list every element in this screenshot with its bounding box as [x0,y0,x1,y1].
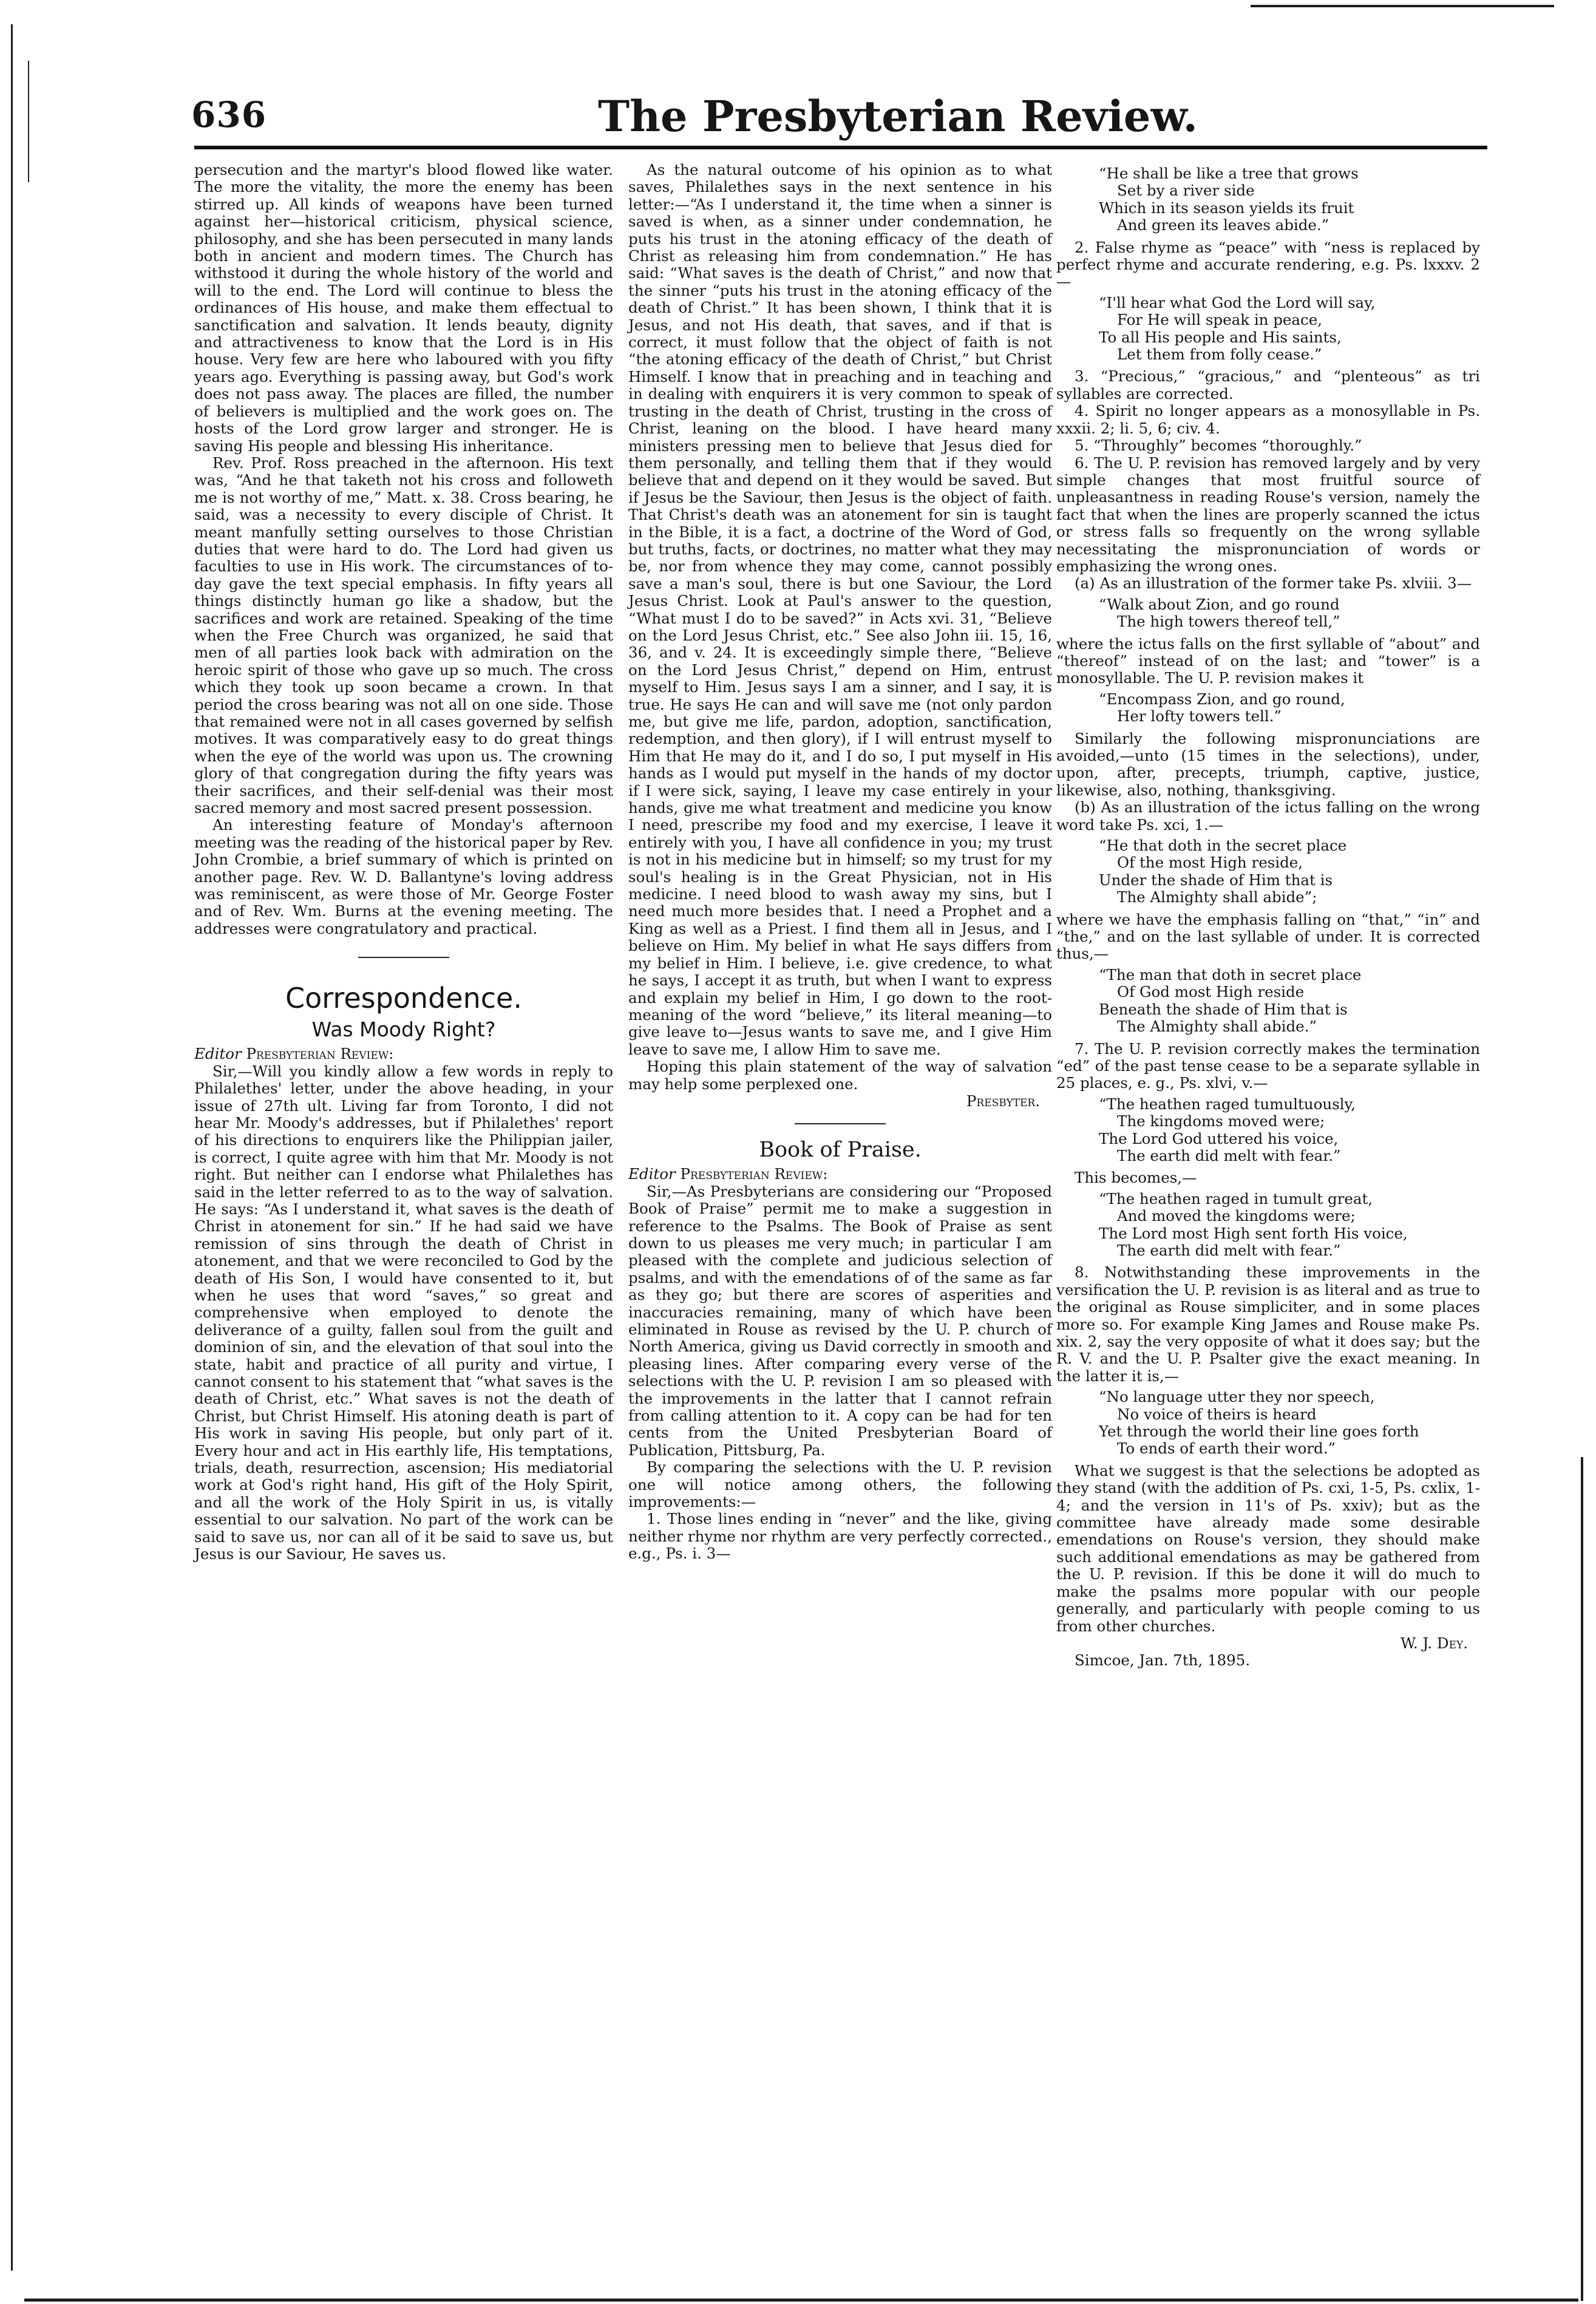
verse-line: Of the most High reside, [1117,854,1303,872]
psalm-verse [1056,1388,1480,1458]
psalm-verse [1056,1191,1480,1260]
verse-line: The Almighty shall abide”; [1117,888,1317,906]
verse-line: Beneath the shade of Him that is [1099,1000,1348,1018]
correspondence-heading: Correspondence. [285,982,522,1015]
psalm-verse [1056,691,1480,726]
verse-line: For He will speak in peace, [1117,311,1323,329]
paragraph: Similarly the following mispronunciations are avoided,—unto (15 times in the selections), under, upon, after, precepts, triumph, captive, justice, likewise, also, nothing, thanksgiving. [1056,729,1480,799]
verse-line: The kingdoms moved were; [1117,1112,1325,1130]
right-edge-line [1581,1457,1583,2301]
verse-line: Of God most High reside [1117,983,1305,1001]
bottom-edge-line [24,2299,1578,2302]
verse-line: “The heathen raged in tumult great, [1099,1189,1373,1208]
verse-line: Let them from folly cease.” [1117,345,1322,364]
verse-line: To ends of earth their word.” [1117,1439,1336,1458]
paragraph: Sir,—Will you kindly allow a few words in reply to Philalethes' letter, under the above heading, in your issue of 27th ult. Living far from Toronto, I did not hear Mr. Moody's addresses, but if Philalethes' report of his directions to enquirers like the Philippian jailer, is correct, I quite agree with him that Mr. Moody is not right. But neither can I endorse what Philalethes has said in the letter referred to as to the way of salvation. He says: “As I understand it, what saves is the death of Christ in atonement for sin.” If he had said we have remission of sins through the death of Christ in atonement, and that we were reconciled to God by the death of His Son, I would have consented to it, but when he uses that word “saves,” so great and comprehensive when employed to denote the deliverance of a guilty, fallen soul from the guilt and dominion of sin, and the elevation of that soul into the state, habit and practice of all purity and virtue, I cannot consent to his statement that “what saves is the death of Christ, etc.” What saves is not the death of Christ, but Christ Himself. His atoning death is part of His work in saving His people, but only part of it. Every hour and act in His earthly life, His temptations, trials, death, resurrection, ascension; His mediatorial work at God's right hand, His gift of the Holy Spirit, and all the work of the Holy Spirit in us, is vitally essential to our salvation. No part of the work can be said to save us, nor can all of it be said to save us, but Jesus is our Saviour, He saves us. [194,1062,613,1563]
column-1 [194,161,613,1563]
verse-line: The earth did melt with fear.” [1117,1146,1341,1164]
psalm-verse [1056,165,1480,234]
paragraph: Sir,—As Presbyterians are considering our “Proposed Book of Praise” permit me to make a suggestion in reference to the Psalms. The Book of Praise as sent down to us pleases me very much; in particular I am pleased with the complete and judicious selection of psalms, and with the emendations of of the same as far as they go; but there are scores of asperities and inaccuracies remaining, many of which have been eliminated in Rouse as revised by the U. P. church of North America, giving us David correctly in smooth and pleasing lines. After comparing every verse of the selections with the U. P. revision I am so pleased with the improvements in the latter that I cannot refrain from calling attention to it. A copy can be had for ten cents from the United Presbyterian Board of Publication, Pittsburg, Pa. [628,1182,1052,1459]
editor-name: Presbyterian Review: [246,1045,394,1063]
verse-line: Her lofty towers tell.” [1117,707,1282,726]
verse-line: And green its leaves abide.” [1117,216,1329,234]
column-2 [628,161,1052,1563]
paragraph: What we suggest is that the selections be adopted as they stand (with the addition of Ps. cxi, 1-5, Ps. cxlix, 1-4; and the version in 11's of Ps. xxiv); but as the committee have already made some desirable emendations on Rouse's version, they should make such additional emendations as may be gathered from the U. P. revision. If this be done it will do much to make the psalms more popular with our people generally, and particularly with people coming to us from other churches. [1056,1461,1480,1635]
verse-line: “Encompass Zion, and go round, [1099,690,1345,708]
verse-line: Which in its season yields its fruit [1099,199,1354,217]
verse-line: Yet through the world their line goes forth [1099,1422,1419,1441]
verse-line: Set by a river side [1117,182,1255,200]
section-rule [795,1123,886,1124]
verse-line: The earth did melt with fear.” [1117,1241,1341,1259]
paragraph: 3. “Precious,” “gracious,” and “plenteous” as tri syllables are corrected. [1056,367,1480,403]
paragraph: An interesting feature of Monday's afternoon meeting was the reading of the historical paper by Rev. John Crombie, a brief summary of which is printed on another page. Rev. W. D. Ballantyne's loving address was reminiscent, as were those of Mr. George Foster and of Rev. Wm. Burns at the evening meeting. The addresses were congratulatory and practical. [194,816,613,937]
section-rule [358,957,449,958]
paragraph: As the natural outcome of his opinion as to what saves, Philalethes says in the next sentence in his letter:—“As I understand it, the time when a sinner is saved is when, as a sinner under condemnation, he puts his trust in the atoning efficacy of the death of Christ as releasing him from condemnation.” He has said: “What saves is the death of Christ,” and now that the sinner “puts his trust in the atoning efficacy of the death of Christ.” It has been shown, I think that it is Jesus, and not His death, that saves, and if that is correct, it must follow that the object of faith is not “the atoning efficacy of the death of Christ,” but Christ Himself. I know that in preaching and in teaching and in dealing with enquirers it is very common to speak of trusting in the death of Christ, trusting in the cross of Christ, leaning on the blood. I have heard many ministers pressing men to believe that Jesus died for them personally, and telling them that if they would believe that and depend on it they would be saved. But if Jesus be the Saviour, then Jesus is the object of faith. That Christ's death was an atonement for sin is taught in the Bible, it is a fact, a doctrine of the Word of God, but truths, facts, or doctrines, no matter what they may be, nor from whence they may come, cannot possibly save a man's soul, there is but one Saviour, the Lord Jesus Christ. Look at Paul's answer to the question, “What must I do to be saved?” in Acts xvi. 31, “Believe on the Lord Jesus Christ, etc.” See also John iii. 15, 16, 36, and v. 24. It is exceedingly simple there, “Believe on the Lord Jesus Christ,” depend on Him, entrust myself to Him. Jesus says I am a sinner, and I say, it is true. He says He can and will save me (not only pardon me, but give me life, pardon, adoption, sanctification, redemption, and then glory), if I will entrust myself to Him that He may do it, and I do so, I put myself in His hands as I would put myself in the hands of my doctor if I were sick, saying, I leave my case entirely in your hands, give me what treatment and medicine you know I need, prescribe my food and my exercise, I leave it entirely with you, I have all confidence in you; my trust is not in his medicine but in himself; so my trust for my soul's healing is in the Great Physician, not in His medicine. I need blood to wash away my sins, but I need much more besides that. I need a Prophet and a King as well as a Priest. I find them all in Jesus, and I believe on Him. My belief in what He says differs from my belief in Him. I believe, i.e. give credence, to what he says, I accept it as truth, but when I want to express and explain my belief in Him, I go down to the root-meaning of the word “believe,” its literal meaning—to give leave to—Jesus wants to save me, and I give Him leave to save me, I allow Him to save me. [628,161,1052,1058]
verse-line: And moved the kingdoms were; [1117,1207,1356,1225]
editor-prefix: Editor [194,1045,242,1063]
psalm-verse [1056,837,1480,906]
paragraph: persecution and the martyr's blood flowed like water. The more the vitality, the more the enemy has been stirred up. All kinds of weapons have been turned against her—historical criticism, physical science, philosophy, and she has been persecuted in many lands both in ancient and modern times. The Church has withstood it during the whole history of the world and will to the end. The Lord will continue to bless the ordinances of His house, and make them effectual to sanctification and salvation. It lends beauty, dignity and attractiveness to know that the Lord is in His house. Very few are here who laboured with you fifty years ago. Everything is passing away, but God's work does not pass away. The places are filled, the number of believers is multiplied and the work goes on. The hosts of the Lord grow larger and stronger. He is saving His people and blessing His inheritance. [194,161,613,455]
paragraph: 8. Notwithstanding these improvements in the versification the U. P. revision is as literal and as true to the original as Rouse simpliciter, and in some places more so. For example King James and Rouse make Ps. xix. 2, say the very opposite of what it does say; but the R. V. and the U. P. Psalter give the exact meaning. In the latter it is,— [1056,1263,1480,1385]
editor-name: Presbyterian Review: [680,1165,828,1183]
verse-line: The high towers thereof tell,” [1117,613,1340,631]
verse-line: “I'll hear what God the Lord will say, [1099,293,1376,311]
letter-signature: W. J. Dey. [1400,1634,1468,1652]
editor-salutation [194,1045,613,1062]
verse-line: “He that doth in the secret place [1099,837,1347,855]
left-edge-line-inner [28,61,29,182]
paragraph: (a) As an illustration of the former take Ps. xlviii. 3— [1075,574,1472,593]
paragraph: where we have the emphasis falling on “that,” “in” and “the,” and on the last syllable of under. It is corrected thus,— [1056,910,1480,963]
editor-prefix: Editor [628,1165,676,1183]
paragraph: Rev. Prof. Ross preached in the afternoon. His text was, “And he that taketh not his cross and followeth me is not worthy of me,” Matt. x. 38. Cross bearing, he said, was a necessity to every disciple of Christ. It meant manfully setting ourselves to those Christian duties that were hard to do. The Lord had given us faculties to use in His work. The circumstances of to-day gave the text special emphasis. In fifty years all things distinctly human go like a shadow, but the sacrifices and work are retained. Speaking of the time when the Free Church was organized, he said that men of all parties look back with admiration on the heroic spirit of those who gave up so much. The cross which they took up soon became a crown. In that period the cross bearing was not all on one side. Those that remained were not in all cases governed by selfish motives. It was comparatively easy to do great things when the eye of the world was upon us. The crowning glory of that congregation during the fifty years was their sacrifices, and their self-denial was their most sacred memory and most sacred present possession. [194,454,613,817]
paragraph: By comparing the selections with the U. P. revision one will notice among others, the following improvements:— [628,1458,1052,1511]
verse-line: The Almighty shall abide.” [1117,1018,1317,1036]
header-rule [194,146,1487,149]
paragraph: where the ictus falls on the first syllable of “about” and “thereof” instead of on the last; and “tower” is a monosyllable. The U. P. revision makes it [1056,634,1480,687]
psalm-verse [1056,1096,1480,1165]
top-edge-line [1251,5,1554,7]
paragraph: 5. “Throughly” becomes “thoroughly.” [1075,437,1362,455]
verse-line: The Lord most High sent forth His voice, [1099,1224,1408,1242]
paragraph: 6. The U. P. revision has removed largely and by very simple changes that most fruitful source of unpleasantness in reading Rouse's version, namely the fact that when the lines are properly scanned the ictus or stress falls so frequently on the wrong syllable necessitating the mispronunciation of words or emphasizing the wrong ones. [1056,454,1480,575]
column-3 [1056,161,1480,1670]
verse-line: “The man that doth in secret place [1099,965,1362,984]
verse-line: “He shall be like a tree that grows [1099,165,1359,182]
psalm-verse [1056,294,1480,364]
paragraph: 7. The U. P. revision correctly makes the termination “ed” of the past tense cease to be a separate syllable in 25 places, e. g., Ps. xlvi, v.— [1056,1039,1480,1092]
verse-line: Under the shade of Him that is [1099,871,1333,889]
verse-line: No voice of theirs is heard [1117,1405,1317,1423]
letter-title: Book of Praise. [759,1138,922,1163]
paragraph: Hoping this plain statement of the way of salvation may help some perplexed one. [628,1058,1052,1093]
left-edge-line [11,24,13,2271]
verse-line: To all His people and His saints, [1099,328,1342,346]
paragraph: 2. False rhyme as “peace” with “ness is replaced by perfect rhyme and accurate rendering, e.g. Ps. lxxxv. 2— [1056,238,1480,291]
paragraph: 1. Those lines ending in “never” and the like, giving neither rhyme nor rhythm are very perfectly corrected., e.g., Ps. i. 3— [628,1510,1052,1563]
verse-line: The Lord God uttered his voice, [1099,1129,1339,1147]
letter-dateline: Simcoe, Jan. 7th, 1895. [1075,1651,1251,1670]
paragraph: This becomes,— [1075,1169,1197,1187]
verse-line: “Walk about Zion, and go round [1099,595,1340,613]
paragraph: 4. Spirit no longer appears as a monosyllable in Ps. xxxii. 2; li. 5, 6; civ. 4. [1056,402,1480,437]
verse-line: “The heathen raged tumultuously, [1099,1095,1356,1113]
letter-signature: Presbyter. [966,1092,1040,1110]
letter-title: Was Moody Right? [311,1018,496,1042]
page-number: 636 [191,94,267,135]
psalm-verse [1056,596,1480,631]
journal-title: The Presbyterian Review. [598,91,1198,141]
psalm-verse [1056,967,1480,1036]
verse-line: “No language utter they nor speech, [1099,1388,1375,1406]
paragraph: (b) As an illustration of the ictus falling on the wrong word take Ps. xci, 1.— [1056,798,1480,834]
editor-salutation [628,1166,1052,1183]
